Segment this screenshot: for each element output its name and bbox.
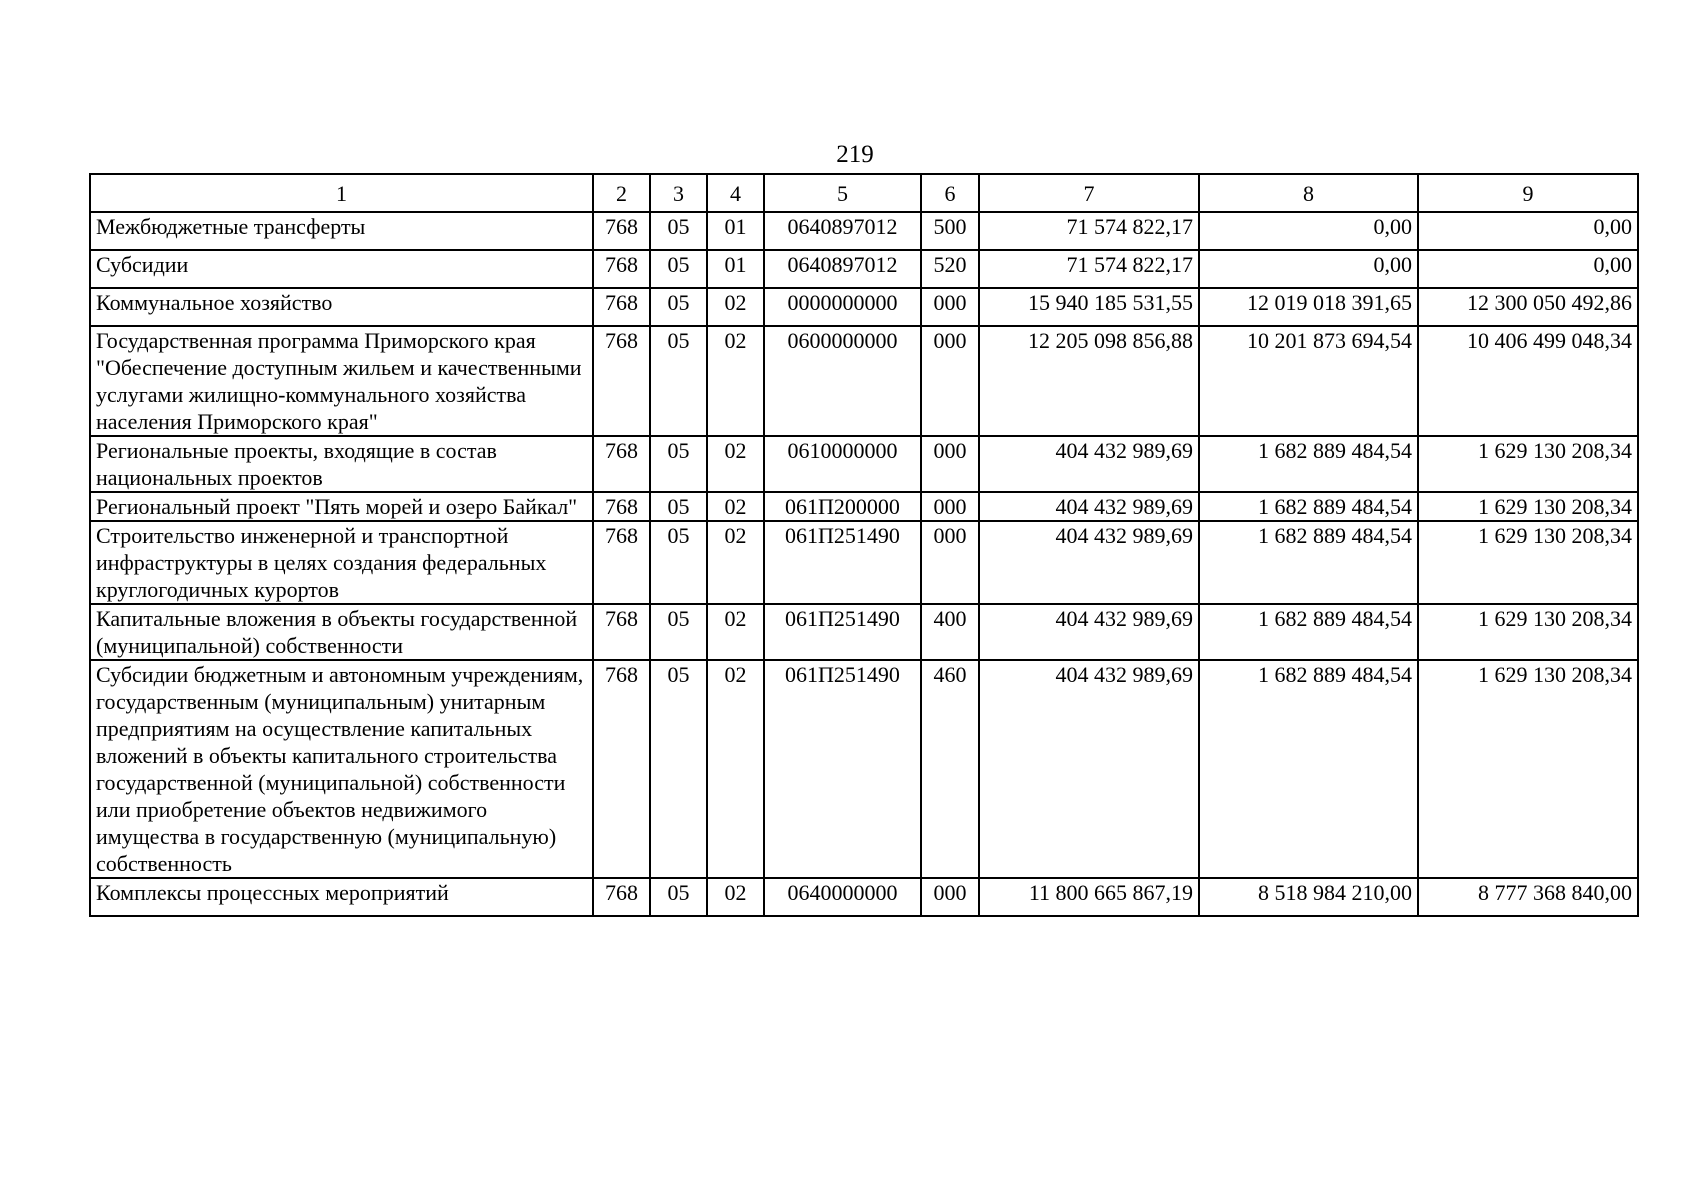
- column-header: 5: [764, 174, 921, 212]
- amount-cell: 10 201 873 694,54: [1199, 326, 1418, 436]
- code-cell: 02: [707, 288, 764, 326]
- amount-cell: 71 574 822,17: [979, 250, 1199, 288]
- code-cell: 01: [707, 212, 764, 250]
- amount-cell: 1 682 889 484,54: [1199, 660, 1418, 878]
- code-cell: 768: [593, 212, 650, 250]
- table-row: [90, 250, 1638, 288]
- header-row: [90, 174, 1638, 212]
- row-name: Региональные проекты, входящие в состав национальных проектов: [90, 436, 593, 492]
- code-cell: 061П200000: [764, 492, 921, 521]
- amount-cell: 1 682 889 484,54: [1199, 521, 1418, 604]
- amount-cell: 11 800 665 867,19: [979, 878, 1199, 916]
- code-cell: 01: [707, 250, 764, 288]
- column-header: 8: [1199, 174, 1418, 212]
- amount-cell: 1 629 130 208,34: [1418, 492, 1638, 521]
- table-row: [90, 212, 1638, 250]
- code-cell: 0640897012: [764, 250, 921, 288]
- amount-cell: 8 777 368 840,00: [1418, 878, 1638, 916]
- amount-cell: 404 432 989,69: [979, 436, 1199, 492]
- row-name: Комплексы процессных мероприятий: [90, 878, 593, 916]
- amount-cell: 0,00: [1418, 250, 1638, 288]
- code-cell: 05: [650, 604, 707, 660]
- code-cell: 05: [650, 492, 707, 521]
- code-cell: 05: [650, 521, 707, 604]
- column-header: 7: [979, 174, 1199, 212]
- code-cell: 000: [921, 288, 979, 326]
- amount-cell: 0,00: [1199, 250, 1418, 288]
- table-row: [90, 521, 1638, 604]
- column-header: 4: [707, 174, 764, 212]
- code-cell: 05: [650, 212, 707, 250]
- column-header: 2: [593, 174, 650, 212]
- code-cell: 05: [650, 878, 707, 916]
- amount-cell: 1 682 889 484,54: [1199, 436, 1418, 492]
- column-header: 3: [650, 174, 707, 212]
- code-cell: 000: [921, 521, 979, 604]
- amount-cell: 404 432 989,69: [979, 521, 1199, 604]
- amount-cell: 1 629 130 208,34: [1418, 521, 1638, 604]
- amount-cell: 404 432 989,69: [979, 604, 1199, 660]
- code-cell: 061П251490: [764, 604, 921, 660]
- table-row: [90, 288, 1638, 326]
- row-name: Субсидии бюджетным и автономным учреждениям, государственным (муниципальным) унитарным предприятиям на осуществление капитальных вложений в объекты капитального строительства государственной (муниципальной) собственности или приобретение объектов недвижимого имущества в государственную (муниципальную) собственность: [90, 660, 593, 878]
- budget-table: [89, 173, 1639, 917]
- code-cell: 000: [921, 878, 979, 916]
- code-cell: 02: [707, 604, 764, 660]
- code-cell: 02: [707, 660, 764, 878]
- amount-cell: 1 629 130 208,34: [1418, 604, 1638, 660]
- column-header: 1: [90, 174, 593, 212]
- amount-cell: 71 574 822,17: [979, 212, 1199, 250]
- page-number: 219: [836, 141, 874, 168]
- code-cell: 0610000000: [764, 436, 921, 492]
- code-cell: 500: [921, 212, 979, 250]
- table-row: [90, 326, 1638, 436]
- table-row: [90, 436, 1638, 492]
- code-cell: 05: [650, 326, 707, 436]
- code-cell: 05: [650, 436, 707, 492]
- column-header: 9: [1418, 174, 1638, 212]
- amount-cell: 404 432 989,69: [979, 660, 1199, 878]
- code-cell: 000: [921, 492, 979, 521]
- code-cell: 02: [707, 436, 764, 492]
- code-cell: 061П251490: [764, 521, 921, 604]
- amount-cell: 1 629 130 208,34: [1418, 660, 1638, 878]
- code-cell: 061П251490: [764, 660, 921, 878]
- row-name: Региональный проект "Пять морей и озеро Байкал": [90, 492, 593, 521]
- amount-cell: 12 019 018 391,65: [1199, 288, 1418, 326]
- table-row: [90, 492, 1638, 521]
- code-cell: 768: [593, 288, 650, 326]
- amount-cell: 15 940 185 531,55: [979, 288, 1199, 326]
- code-cell: 768: [593, 660, 650, 878]
- row-name: Межбюджетные трансферты: [90, 212, 593, 250]
- amount-cell: 404 432 989,69: [979, 492, 1199, 521]
- row-name: Субсидии: [90, 250, 593, 288]
- row-name: Капитальные вложения в объекты государственной (муниципальной) собственности: [90, 604, 593, 660]
- table-row: [90, 660, 1638, 878]
- amount-cell: 0,00: [1418, 212, 1638, 250]
- code-cell: 02: [707, 878, 764, 916]
- code-cell: 0000000000: [764, 288, 921, 326]
- code-cell: 02: [707, 492, 764, 521]
- code-cell: 768: [593, 878, 650, 916]
- code-cell: 768: [593, 250, 650, 288]
- amount-cell: 1 629 130 208,34: [1418, 436, 1638, 492]
- amount-cell: 12 300 050 492,86: [1418, 288, 1638, 326]
- code-cell: 768: [593, 492, 650, 521]
- row-name: Государственная программа Приморского края "Обеспечение доступным жильем и качественными услугами жилищно-коммунального хозяйства населения Приморского края": [90, 326, 593, 436]
- code-cell: 768: [593, 604, 650, 660]
- code-cell: 0640000000: [764, 878, 921, 916]
- row-name: Строительство инженерной и транспортной инфраструктуры в целях создания федеральных круглогодичных курортов: [90, 521, 593, 604]
- code-cell: 460: [921, 660, 979, 878]
- code-cell: 0600000000: [764, 326, 921, 436]
- table-row: [90, 604, 1638, 660]
- amount-cell: 8 518 984 210,00: [1199, 878, 1418, 916]
- code-cell: 000: [921, 326, 979, 436]
- code-cell: 400: [921, 604, 979, 660]
- column-header: 6: [921, 174, 979, 212]
- code-cell: 768: [593, 436, 650, 492]
- code-cell: 0640897012: [764, 212, 921, 250]
- table-row: [90, 878, 1638, 916]
- amount-cell: 10 406 499 048,34: [1418, 326, 1638, 436]
- code-cell: 02: [707, 521, 764, 604]
- code-cell: 768: [593, 326, 650, 436]
- code-cell: 768: [593, 521, 650, 604]
- code-cell: 520: [921, 250, 979, 288]
- code-cell: 000: [921, 436, 979, 492]
- code-cell: 05: [650, 250, 707, 288]
- amount-cell: 1 682 889 484,54: [1199, 604, 1418, 660]
- row-name: Коммунальное хозяйство: [90, 288, 593, 326]
- amount-cell: 1 682 889 484,54: [1199, 492, 1418, 521]
- amount-cell: 0,00: [1199, 212, 1418, 250]
- code-cell: 05: [650, 288, 707, 326]
- amount-cell: 12 205 098 856,88: [979, 326, 1199, 436]
- code-cell: 02: [707, 326, 764, 436]
- code-cell: 05: [650, 660, 707, 878]
